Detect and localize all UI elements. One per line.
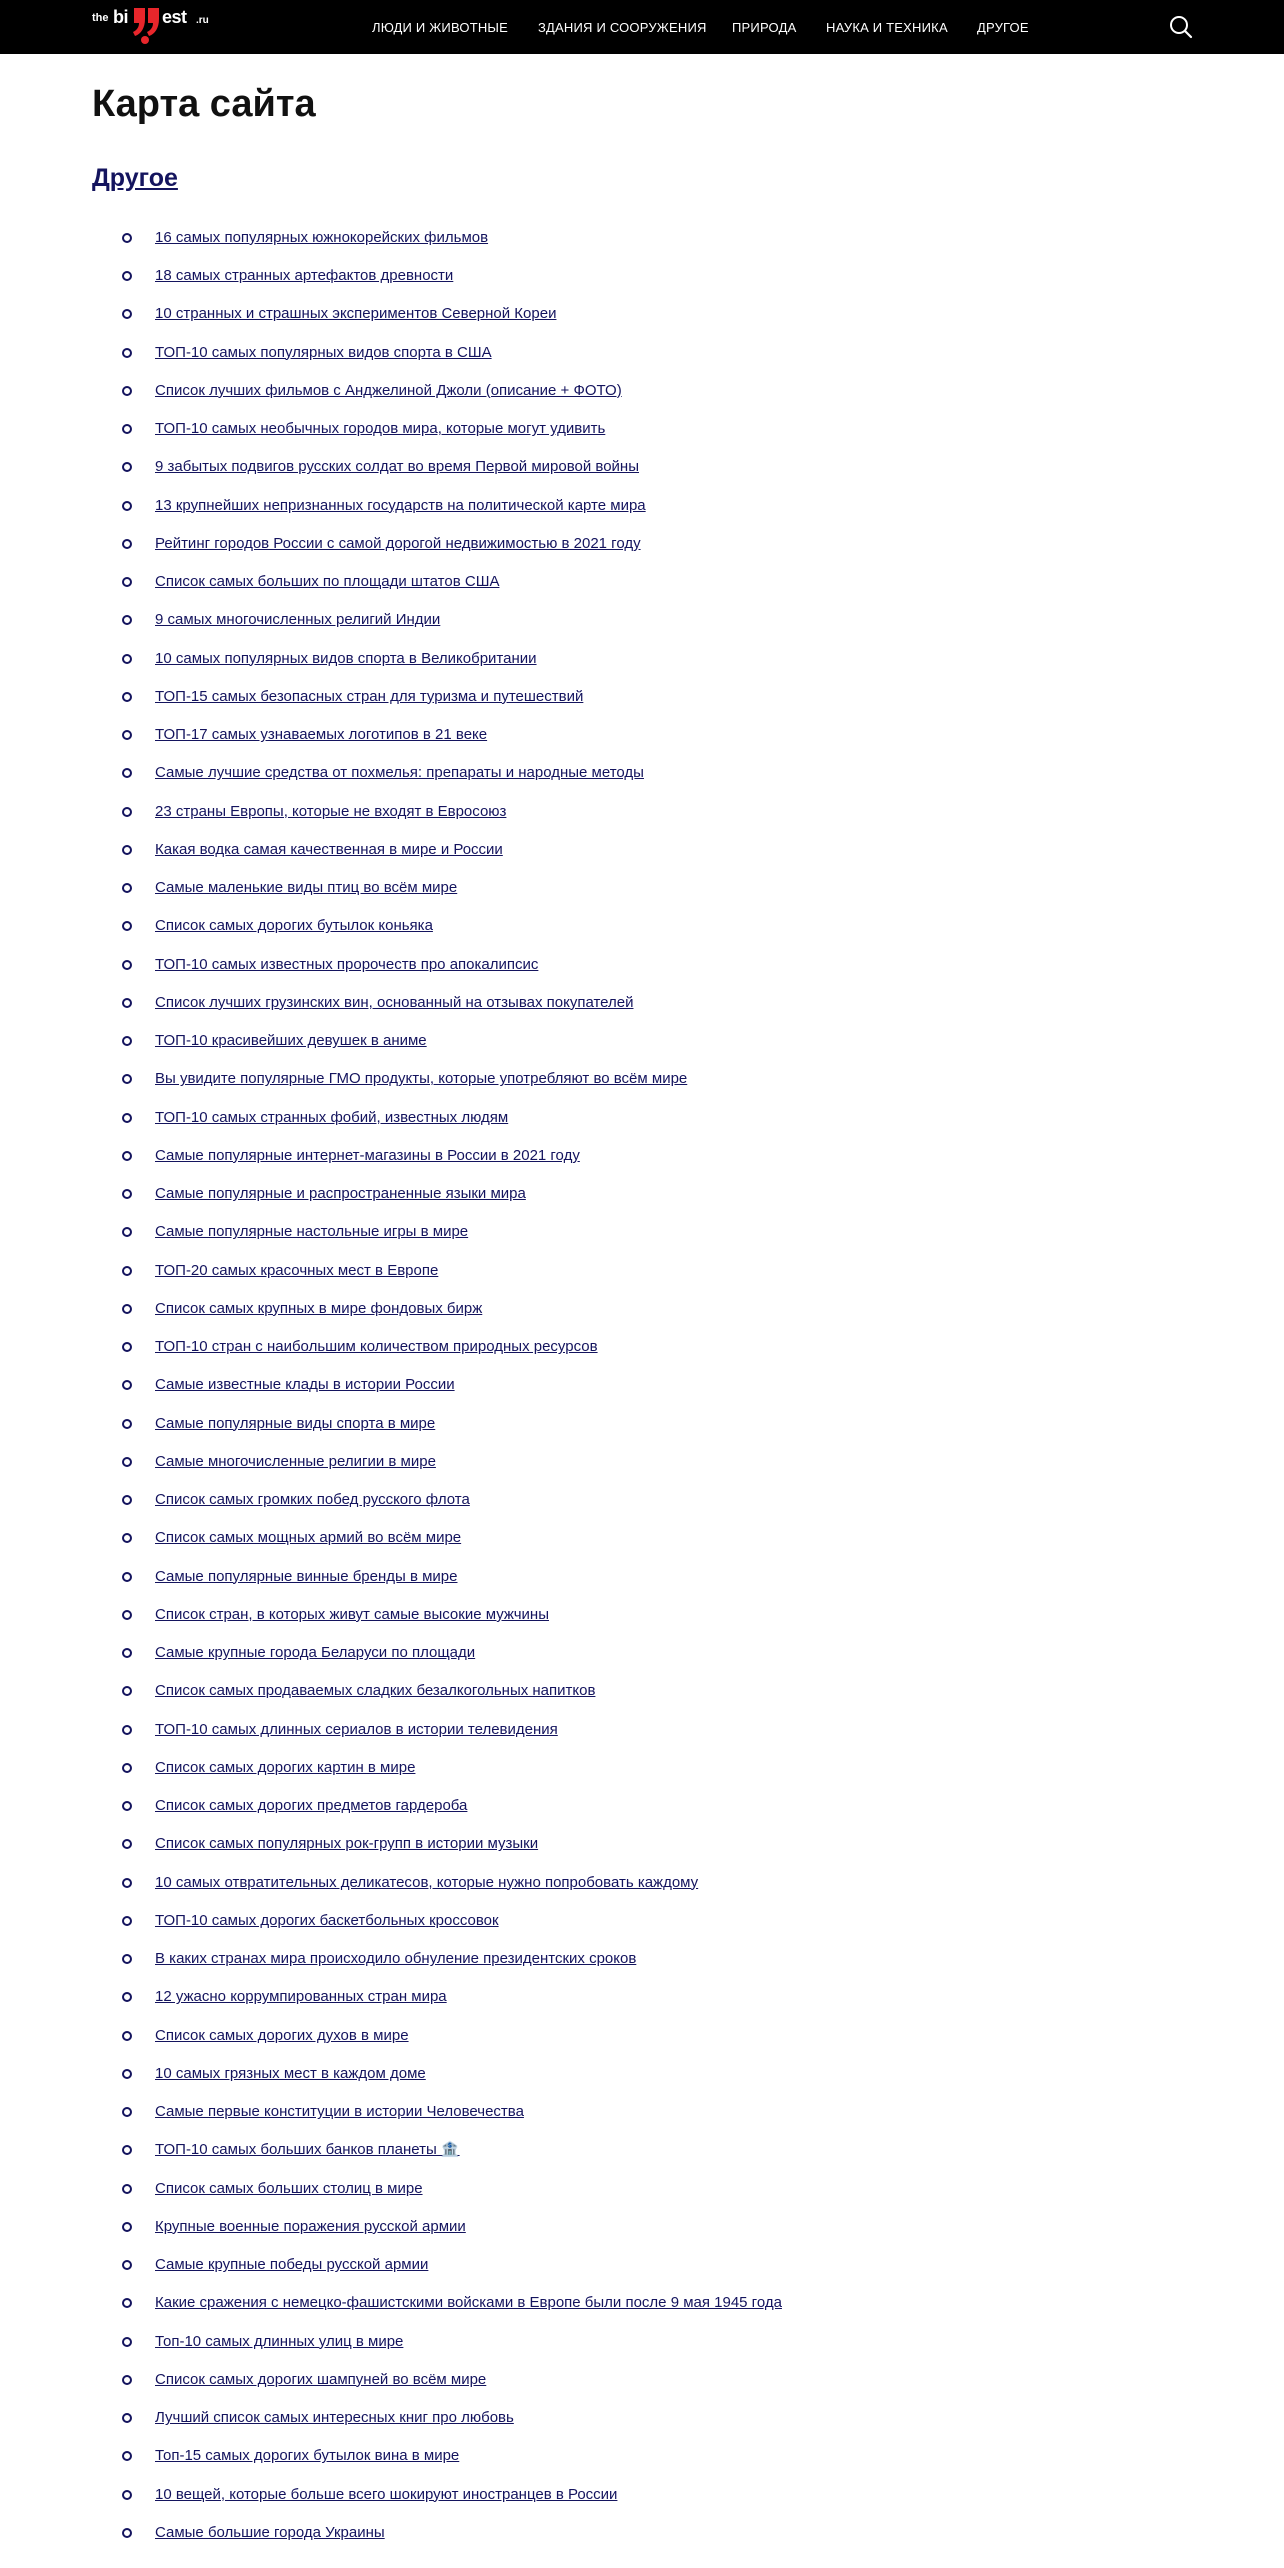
article-link[interactable]: 16 самых популярных южнокорейских фильмов xyxy=(155,228,489,246)
bullet-circle-icon xyxy=(122,1342,132,1352)
article-link[interactable]: Самые многочисленные религии в мире xyxy=(155,1452,436,1470)
article-link[interactable]: Самые большие города Украины xyxy=(155,2523,385,2541)
bullet-circle-icon xyxy=(122,1227,132,1237)
article-link[interactable]: 9 забытых подвигов русских солдат во время Первой мировой войны xyxy=(155,458,639,476)
bullet-circle-icon xyxy=(122,998,132,1008)
bullet-circle-icon xyxy=(122,1839,132,1849)
article-link[interactable]: Список самых продаваемых сладких безалкогольных напитков xyxy=(155,1682,596,1700)
list-item xyxy=(92,2514,1192,2552)
article-link[interactable]: Вы увидите популярные ГМО продукты, которые употребляют во всём мире xyxy=(155,1070,688,1088)
list-item xyxy=(92,1060,1192,1098)
logo-bi: bi xyxy=(113,7,128,27)
main-content xyxy=(92,54,1192,2552)
article-link[interactable]: 13 крупнейших непризнанных государств на политической карте мира xyxy=(155,496,646,514)
list-item xyxy=(92,1940,1192,1978)
article-link[interactable]: Самые популярные и распространенные языки мира xyxy=(155,1185,526,1203)
list-item xyxy=(92,1366,1192,1404)
list-item xyxy=(92,754,1192,792)
list-item xyxy=(92,1749,1192,1787)
list-item xyxy=(92,1137,1192,1175)
list-item xyxy=(92,1290,1192,1328)
list-item xyxy=(92,2131,1192,2169)
article-link[interactable]: Список самых крупных в мире фондовых бирж xyxy=(155,1299,483,1317)
bullet-circle-icon xyxy=(122,539,132,549)
list-item xyxy=(92,601,1192,639)
nav-buildings[interactable]: ЗДАНИЯ И СООРУЖЕНИЯ xyxy=(538,20,707,35)
bullet-circle-icon xyxy=(122,309,132,319)
article-link[interactable]: Самые популярные настольные игры в мире xyxy=(155,1223,469,1241)
bullet-circle-icon xyxy=(122,1457,132,1467)
list-item xyxy=(92,2399,1192,2437)
bullet-circle-icon xyxy=(122,1113,132,1123)
article-link[interactable]: Рейтинг городов России с самой дорогой недвижимостью в 2021 году xyxy=(155,534,641,552)
bullet-circle-icon xyxy=(122,1189,132,1199)
list-item xyxy=(92,1175,1192,1213)
list-item xyxy=(92,2208,1192,2246)
nav-other[interactable]: ДРУГОЕ xyxy=(977,20,1029,35)
logo-quote-mark-icon xyxy=(132,6,162,51)
list-item xyxy=(92,2170,1192,2208)
bullet-circle-icon xyxy=(122,2260,132,2270)
list-item xyxy=(92,1672,1192,1710)
list-item xyxy=(92,2246,1192,2284)
logo-the: the xyxy=(92,12,109,24)
article-link[interactable]: Какая водка самая качественная в мире и России xyxy=(155,840,503,858)
article-link[interactable]: ТОП-10 самых больших банков планеты 🏦 xyxy=(155,2141,460,2159)
bullet-circle-icon xyxy=(122,2031,132,2041)
article-link[interactable]: Список самых дорогих предметов гардероба xyxy=(155,1797,468,1815)
list-item xyxy=(92,678,1192,716)
article-link[interactable]: Самые лучшие средства от похмелья: препараты и народные методы xyxy=(155,764,644,782)
list-item xyxy=(92,793,1192,831)
article-link[interactable]: Самые первые конституции в истории Человечества xyxy=(155,2103,524,2121)
bullet-circle-icon xyxy=(122,654,132,664)
bullet-circle-icon xyxy=(122,1074,132,1084)
list-item xyxy=(92,2361,1192,2399)
bullet-circle-icon xyxy=(122,2451,132,2461)
bullet-circle-icon xyxy=(122,1916,132,1926)
list-item xyxy=(92,1825,1192,1863)
logo-ru: .ru xyxy=(196,15,209,26)
list-item xyxy=(92,2093,1192,2131)
list-item xyxy=(92,869,1192,907)
top-navigation-bar xyxy=(0,0,1284,54)
list-item xyxy=(92,1634,1192,1672)
bullet-circle-icon xyxy=(122,2337,132,2347)
list-item xyxy=(92,2017,1192,2055)
article-link[interactable]: Какие сражения с немецко-фашистскими войсками в Европе были после 9 мая 1945 года xyxy=(155,2294,782,2312)
article-link[interactable]: Список самых дорогих шампуней во всём мире xyxy=(155,2370,487,2388)
list-item xyxy=(92,1481,1192,1519)
bullet-circle-icon xyxy=(122,2298,132,2308)
article-link[interactable]: Топ-10 самых длинных улиц в мире xyxy=(155,2332,404,2350)
bullet-circle-icon xyxy=(122,960,132,970)
bullet-circle-icon xyxy=(122,1648,132,1658)
list-item xyxy=(92,334,1192,372)
article-link[interactable]: Список самых дорогих картин в мире xyxy=(155,1758,416,1776)
bullet-circle-icon xyxy=(122,1533,132,1543)
bullet-circle-icon xyxy=(122,462,132,472)
article-link[interactable]: Лучший список самых интересных книг про любовь xyxy=(155,2409,514,2427)
list-item xyxy=(92,257,1192,295)
nav-people-animals[interactable]: ЛЮДИ И ЖИВОТНЫЕ xyxy=(372,20,509,35)
list-item xyxy=(92,1596,1192,1634)
list-item xyxy=(92,448,1192,486)
bullet-circle-icon xyxy=(122,845,132,855)
article-link[interactable]: 10 самых отвратительных деликатесов, которые нужно попробовать каждому xyxy=(155,1873,699,1891)
bullet-circle-icon xyxy=(122,1725,132,1735)
bullet-circle-icon xyxy=(122,1686,132,1696)
article-link[interactable]: ТОП-10 красивейших девушек в аниме xyxy=(155,1032,427,1050)
bullet-circle-icon xyxy=(122,1610,132,1620)
article-link[interactable]: ТОП-10 самых длинных сериалов в истории телевидения xyxy=(155,1720,558,1738)
bullet-circle-icon xyxy=(122,692,132,702)
list-item xyxy=(92,1787,1192,1825)
bullet-circle-icon xyxy=(122,1954,132,1964)
search-icon[interactable] xyxy=(1168,14,1194,40)
page-title: Карта сайта xyxy=(92,83,316,125)
article-link[interactable]: Самые популярные винные бренды в мире xyxy=(155,1567,458,1585)
bullet-circle-icon xyxy=(122,2222,132,2232)
sitemap-link-list xyxy=(92,219,1192,2552)
list-item xyxy=(92,487,1192,525)
list-item xyxy=(92,1099,1192,1137)
bullet-circle-icon xyxy=(122,883,132,893)
bullet-circle-icon xyxy=(122,2069,132,2079)
article-link[interactable]: Список самых мощных армий во всём мире xyxy=(155,1529,462,1547)
article-link[interactable]: Топ-15 самых дорогих бутылок вина в мире xyxy=(155,2447,460,2465)
list-item xyxy=(92,1213,1192,1251)
bullet-circle-icon xyxy=(122,233,132,243)
bullet-circle-icon xyxy=(122,615,132,625)
list-item xyxy=(92,716,1192,754)
article-link[interactable]: Список самых громких побед русского флота xyxy=(155,1491,470,1509)
nav-science-tech[interactable]: НАУКА И ТЕХНИКА xyxy=(826,20,948,35)
article-link[interactable]: Список самых популярных рок-групп в истории музыки xyxy=(155,1835,539,1853)
article-link[interactable]: Самые популярные интернет-магазины в России в 2021 году xyxy=(155,1146,580,1164)
list-item xyxy=(92,1902,1192,1940)
article-link[interactable]: Список стран, в которых живут самые высокие мужчины xyxy=(155,1605,549,1623)
bullet-circle-icon xyxy=(122,2107,132,2117)
section-title-other[interactable]: Другое xyxy=(92,163,178,192)
article-link[interactable]: Самые крупные города Беларуси по площади xyxy=(155,1644,476,1662)
bullet-circle-icon xyxy=(122,1572,132,1582)
list-item xyxy=(92,984,1192,1022)
list-item xyxy=(92,525,1192,563)
list-item xyxy=(92,1519,1192,1557)
bullet-circle-icon xyxy=(122,2145,132,2155)
bullet-circle-icon xyxy=(122,1992,132,2002)
logo-est: est xyxy=(162,7,187,27)
article-link[interactable]: Крупные военные поражения русской армии xyxy=(155,2217,466,2235)
article-link[interactable]: 18 самых странных артефактов древности xyxy=(155,267,454,285)
list-item xyxy=(92,1252,1192,1290)
bullet-circle-icon xyxy=(122,2375,132,2385)
article-link[interactable]: ТОП-10 самых известных пророчеств про апокалипсис xyxy=(155,955,539,973)
article-link[interactable]: Самые маленькие виды птиц во всём мире xyxy=(155,879,458,897)
list-item xyxy=(92,1978,1192,2016)
list-item xyxy=(92,1443,1192,1481)
bullet-circle-icon xyxy=(122,2184,132,2194)
article-link[interactable]: 9 самых многочисленных религий Индии xyxy=(155,611,441,629)
article-link[interactable]: Список лучших фильмов с Анджелиной Джоли (описание + ФОТО) xyxy=(155,381,622,399)
bullet-circle-icon xyxy=(122,921,132,931)
list-item xyxy=(92,410,1192,448)
bullet-circle-icon xyxy=(122,2413,132,2423)
article-link[interactable]: 10 самых популярных видов спорта в Великобритании xyxy=(155,649,537,667)
nav-nature[interactable]: ПРИРОДА xyxy=(732,20,797,35)
bullet-circle-icon xyxy=(122,348,132,358)
list-item xyxy=(92,2323,1192,2361)
article-link[interactable]: Список самых больших по площади штатов США xyxy=(155,573,500,591)
bullet-circle-icon xyxy=(122,1304,132,1314)
list-item xyxy=(92,1864,1192,1902)
bullet-circle-icon xyxy=(122,1419,132,1429)
article-link[interactable]: ТОП-10 самых дорогих баскетбольных кроссовок xyxy=(155,1911,499,1929)
bullet-circle-icon xyxy=(122,730,132,740)
article-link[interactable]: Список самых дорогих духов в мире xyxy=(155,2026,409,2044)
article-link[interactable]: 10 странных и страшных экспериментов Северной Кореи xyxy=(155,305,557,323)
list-item xyxy=(92,563,1192,601)
list-item xyxy=(92,946,1192,984)
article-link[interactable]: Список самых больших столиц в мире xyxy=(155,2179,423,2197)
article-link[interactable]: Самые известные клады в истории России xyxy=(155,1376,455,1394)
bullet-circle-icon xyxy=(122,1266,132,1276)
site-logo[interactable] xyxy=(92,6,222,46)
bullet-circle-icon xyxy=(122,271,132,281)
article-link[interactable]: ТОП-20 самых красочных мест в Европе xyxy=(155,1261,439,1279)
article-link[interactable]: В каких странах мира происходило обнуление президентских сроков xyxy=(155,1950,637,1968)
bullet-circle-icon xyxy=(122,501,132,511)
article-link[interactable]: Самые популярные виды спорта в мире xyxy=(155,1414,436,1432)
article-link[interactable]: 23 страны Европы, которые не входят в Евросоюз xyxy=(155,802,507,820)
article-link[interactable]: 12 ужасно коррумпированных стран мира xyxy=(155,1988,447,2006)
bullet-circle-icon xyxy=(122,1801,132,1811)
list-item xyxy=(92,2284,1192,2322)
list-item xyxy=(92,1022,1192,1060)
bullet-circle-icon xyxy=(122,386,132,396)
bullet-circle-icon xyxy=(122,1036,132,1046)
article-link[interactable]: ТОП-15 самых безопасных стран для туризма и путешествий xyxy=(155,687,584,705)
list-item xyxy=(92,1405,1192,1443)
bullet-circle-icon xyxy=(122,807,132,817)
list-item xyxy=(92,1558,1192,1596)
list-item xyxy=(92,295,1192,333)
list-item xyxy=(92,219,1192,257)
list-item xyxy=(92,2476,1192,2514)
bullet-circle-icon xyxy=(122,1380,132,1390)
article-link[interactable]: 10 вещей, которые больше всего шокируют иностранцев в России xyxy=(155,2485,618,2503)
article-link[interactable]: ТОП-17 самых узнаваемых логотипов в 21 веке xyxy=(155,726,488,744)
article-link[interactable]: ТОП-10 стран с наибольшим количеством природных ресурсов xyxy=(155,1338,598,1356)
article-link[interactable]: ТОП-10 самых странных фобий, известных людям xyxy=(155,1108,509,1126)
bullet-circle-icon xyxy=(122,1878,132,1888)
article-link[interactable]: Список лучших грузинских вин, основанный на отзывах покупателей xyxy=(155,993,634,1011)
bullet-circle-icon xyxy=(122,2528,132,2538)
article-link[interactable]: Список самых дорогих бутылок коньяка xyxy=(155,917,433,935)
bullet-circle-icon xyxy=(122,1763,132,1773)
bullet-circle-icon xyxy=(122,1151,132,1161)
bullet-circle-icon xyxy=(122,1495,132,1505)
bullet-circle-icon xyxy=(122,768,132,778)
list-item xyxy=(92,2055,1192,2093)
bullet-circle-icon xyxy=(122,424,132,434)
list-item xyxy=(92,831,1192,869)
list-item xyxy=(92,640,1192,678)
bullet-circle-icon xyxy=(122,577,132,587)
article-link[interactable]: Самые крупные победы русской армии xyxy=(155,2256,429,2274)
list-item xyxy=(92,1711,1192,1749)
list-item xyxy=(92,907,1192,945)
bullet-circle-icon xyxy=(122,2490,132,2500)
list-item xyxy=(92,372,1192,410)
list-item xyxy=(92,1328,1192,1366)
article-link[interactable]: 10 самых грязных мест в каждом доме xyxy=(155,2064,426,2082)
article-link[interactable]: ТОП-10 самых необычных городов мира, которые могут удивить xyxy=(155,420,606,438)
article-link[interactable]: ТОП-10 самых популярных видов спорта в США xyxy=(155,343,492,361)
list-item xyxy=(92,2437,1192,2475)
